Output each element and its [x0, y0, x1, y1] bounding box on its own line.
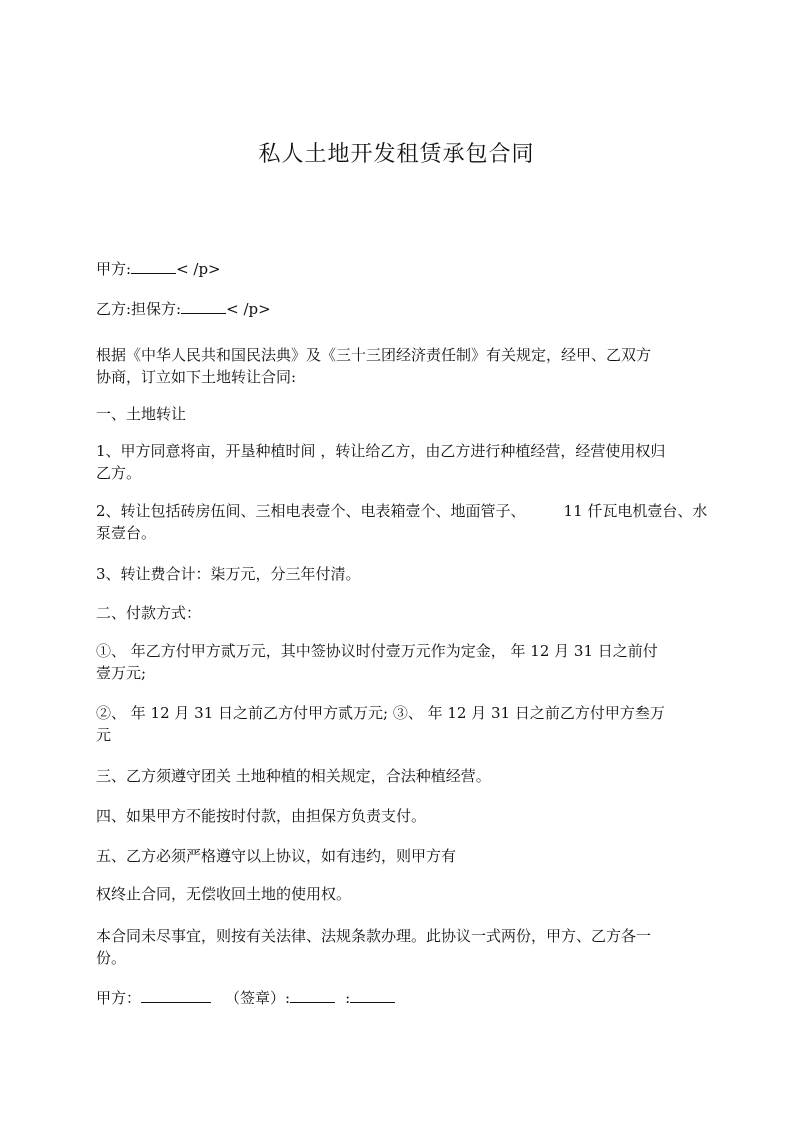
section-5-line-2: 权终止合同，无偿收回土地的使用权。: [96, 885, 352, 903]
party-a-label: 甲方:: [96, 260, 132, 278]
item-1-line-1: 1、甲方同意将亩，开垦种植时间 ，转让给乙方，由乙方进行种植经营，经营使用权归: [96, 442, 666, 460]
party-b-label: 乙方:担保方:: [96, 300, 182, 318]
payment-1-line-1: ①、 年乙方付甲方贰万元，其中签协议时付壹万元作为定金， 年 12 月 31 日之前付: [96, 642, 658, 660]
section-2-heading: 二、付款方式：: [96, 604, 202, 622]
item-2-line-1: [96, 500, 711, 522]
signature-party-a-label: 甲方：: [96, 989, 142, 1007]
document-title: 私人土地开发租赁承包合同: [258, 142, 535, 167]
intro-line-1: 根据《中华人民共和国民法典》及《三十三团经济责任制》有关规定，经甲、乙双方: [96, 346, 652, 364]
intro-line-2: 协商，订立如下土地转让合同:: [96, 368, 297, 386]
party-b-tail: < /p>: [226, 300, 271, 318]
item-2-line-2: 泵壹台。: [96, 524, 157, 542]
closing-line-2: 份。: [96, 949, 127, 967]
section-4: 四、如果甲方不能按时付款，由担保方负责支付。: [96, 807, 427, 825]
party-a-line: [96, 258, 711, 280]
party-b-blank[interactable]: [181, 299, 226, 314]
signature-seal-blank[interactable]: [290, 988, 335, 1003]
closing-line-1: 本合同未尽事宜，则按有关法律、法规条款办理。此协议一式两份，甲方、乙方各一: [96, 927, 652, 945]
section-5-line-1: 五、乙方必须严格遵守以上协议，如有违约，则甲方有: [96, 847, 457, 865]
item-2-text-b: 11 仟瓦电机壹台、水: [563, 502, 708, 520]
party-a-tail: < /p>: [176, 260, 221, 278]
payment-2-line-1: ②、 年 12 月 31 日之前乙方付甲方贰万元; ③、 年 12 月 31 日之前乙方付甲方叁万: [96, 704, 665, 722]
signature-line: [96, 987, 711, 1009]
item-1-line-2: 乙方。: [96, 464, 142, 482]
party-a-blank[interactable]: [131, 259, 176, 274]
item-3: 3、转让费合计：柒万元，分三年付清。: [96, 565, 361, 583]
signature-seal-label: （签章）:: [225, 989, 291, 1007]
section-3: 三、乙方须遵守团关 土地种植的相关规定，合法种植经营。: [96, 767, 491, 785]
item-2-text-a: 2、转让包括砖房伍间、三相电表壹个、电表箱壹个、地面管子、: [96, 502, 526, 520]
party-b-line: [96, 298, 711, 320]
payment-2-line-2: 元: [96, 726, 112, 744]
signature-colon: :: [345, 989, 351, 1007]
payment-1-line-2: 壹万元;: [96, 664, 147, 682]
signature-date-blank[interactable]: [350, 988, 395, 1003]
section-1-heading: 一、土地转让: [96, 405, 187, 423]
signature-party-a-blank[interactable]: [141, 988, 211, 1003]
